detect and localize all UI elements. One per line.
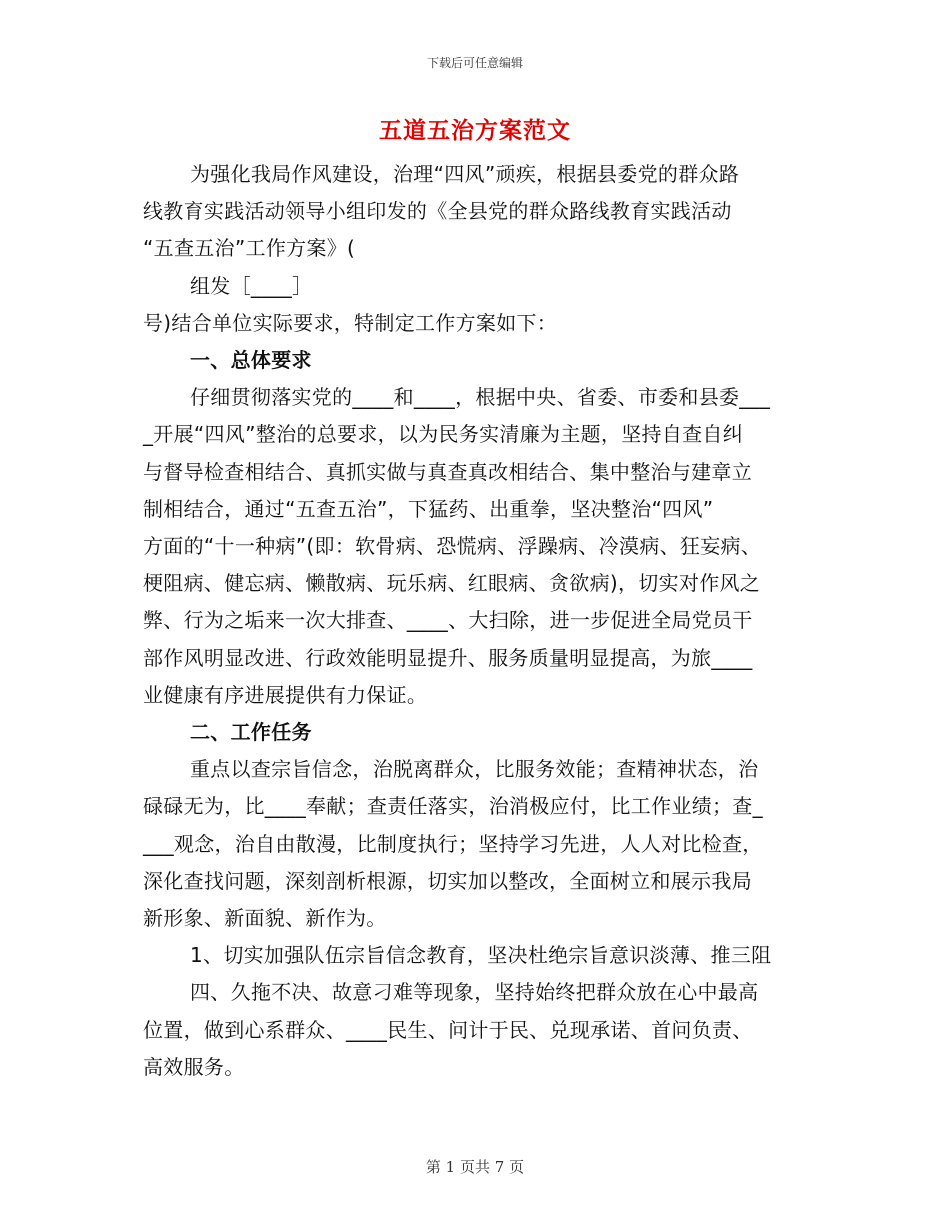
body-text-line: _开展“四风”整治的总要求，以为民务实清廉为主题，坚持自查自纠 [143,422,744,447]
body-text-line: 组发［____］ [190,273,313,298]
body-text-line: 1、切实加强队伍宗旨信念教育，坚决杜绝宗旨意识淡薄、推三阻 [190,943,772,968]
body-text-line: ___观念，治自由散漫，比制度执行；坚持学习先进，人人对比检查， [143,831,763,856]
body-text-line: 梗阻病、健忘病、懒散病、玩乐病、红眼病、贪欲病)，切实对作风之 [143,571,761,596]
header-note: 下载后可任意编辑 [426,56,523,70]
body-text-line: 位置，做到心系群众、____民生、问计于民、兑现承诺、首问负责、 [143,1017,753,1042]
body-text-line: 为强化我局作风建设，治理“四风”顽疾，根据县委党的群众路 [190,162,740,186]
body-text-line: “五查五治”工作方案》( [143,236,356,261]
section-heading: 二、工作任务 [190,720,312,744]
body-text-line: 四、久拖不决、故意刁难等现象，坚持始终把群众放在心中最高 [190,980,759,1005]
body-text-line: 部作风明显改进、行政效能明显提升、服务质量明显提高，为旅____ [143,645,753,670]
body-text-line: 业健康有序进展提供有力保证。 [143,682,428,707]
body-text-line: 仔细贯彻落实党的____和____，根据中央、省委、市委和县委___ [190,385,771,410]
body-text-line: 重点以查宗旨信念，治脱离群众，比服务效能；查精神状态，治 [190,757,759,782]
body-text-line: 高效服务。 [143,1054,245,1079]
body-text-line: 方面的“十一种病”(即：软骨病、恐慌病、浮躁病、冷漠病、狂妄病、 [143,534,762,558]
page-number: 第 1 页共 7 页 [425,1158,525,1176]
document-title: 五道五治方案范文 [379,118,571,144]
body-text-line: 深化查找问题，深刻剖析根源，切实加以整改，全面树立和展示我局 [143,868,752,893]
body-text-line: 线教育实践活动领导小组印发的《全县党的群众路线教育实践活动 [143,199,732,224]
body-text-line: 号)结合单位实际要求，特制定工作方案如下： [143,310,558,335]
section-heading: 一、总体要求 [190,348,312,372]
body-text-line: 碌碌无为，比____奉献；查责任落实，治消极应付，比工作业绩；查_ [143,794,763,819]
body-text-line: 弊、行为之垢来一次大排查、____、大扫除，进一步促进全局党员干 [143,608,753,633]
body-text-line: 与督导检查相结合、真抓实做与真查真改相结合、集中整治与建章立 [143,459,752,484]
body-text-line: 制相结合，通过“五查五治”，下猛药、出重拳，坚决整治“四风” [143,496,714,521]
body-text-line: 新形象、新面貌、新作为。 [143,906,387,930]
